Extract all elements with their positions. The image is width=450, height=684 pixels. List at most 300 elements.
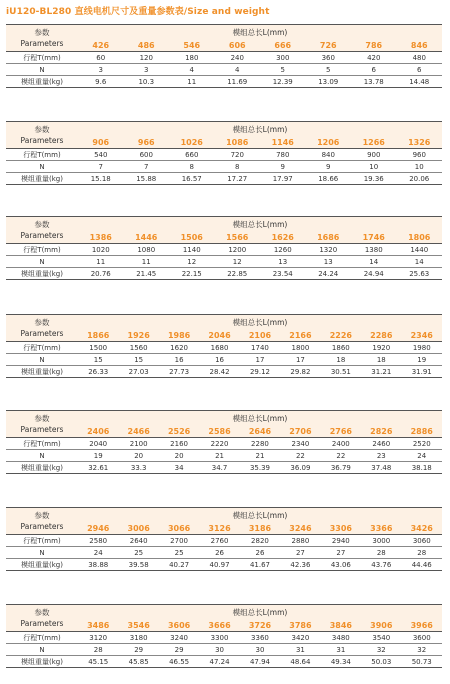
cell-value: 38.18 — [402, 462, 443, 474]
cell-value: 3600 — [402, 632, 443, 644]
cell-value: 900 — [351, 149, 397, 161]
spec-table-7 — [6, 604, 442, 668]
cell-value: 2880 — [280, 535, 320, 547]
cell-value: 27 — [321, 547, 361, 559]
cell-value: 6 — [351, 64, 397, 76]
page-title: iU120-BL280 直线电机尺寸及重量参数表/Size and weight — [6, 7, 270, 17]
cell-value: 40.27 — [159, 559, 199, 571]
row-label: N — [6, 450, 78, 462]
cell-value: 50.03 — [361, 656, 401, 668]
parameters-label-cn: 参数 — [34, 318, 50, 327]
cell-value: 27.03 — [118, 366, 158, 378]
length-value: 2526 — [159, 425, 199, 438]
length-value: 1566 — [215, 231, 261, 244]
cell-value: 22.15 — [169, 268, 215, 280]
spec-table-4 — [6, 314, 442, 378]
length-value: 3486 — [78, 619, 118, 632]
spec-table — [6, 604, 442, 668]
cell-value: 23.54 — [260, 268, 306, 280]
table-row — [6, 244, 442, 256]
cell-value: 34.7 — [199, 462, 239, 474]
row-label: 行程T(mm) — [6, 52, 78, 64]
length-value: 2646 — [240, 425, 280, 438]
table-row — [6, 366, 442, 378]
row-label: 模组重量(kg) — [6, 268, 78, 280]
cell-value: 39.58 — [118, 559, 158, 571]
table-row — [6, 52, 442, 64]
cell-value: 45.15 — [78, 656, 118, 668]
table-row — [6, 632, 442, 644]
length-value: 1806 — [397, 231, 443, 244]
cell-value: 1500 — [78, 342, 118, 354]
table-row — [6, 354, 442, 366]
cell-value: 43.76 — [361, 559, 401, 571]
cell-value: 9 — [260, 161, 306, 173]
parameters-header — [6, 217, 78, 244]
cell-value: 6 — [397, 64, 443, 76]
cell-value: 60 — [78, 52, 124, 64]
cell-value: 3360 — [240, 632, 280, 644]
table-row — [6, 547, 442, 559]
cell-value: 8 — [169, 161, 215, 173]
cell-value: 540 — [78, 149, 124, 161]
cell-value: 17.27 — [215, 173, 261, 185]
spec-table-5 — [6, 410, 442, 474]
row-label: N — [6, 644, 78, 656]
length-value: 726 — [306, 39, 352, 52]
length-value: 3306 — [321, 522, 361, 535]
length-value: 666 — [260, 39, 306, 52]
cell-value: 36.09 — [280, 462, 320, 474]
cell-value: 1320 — [306, 244, 352, 256]
cell-value: 35.39 — [240, 462, 280, 474]
cell-value: 25 — [118, 547, 158, 559]
cell-value: 3 — [124, 64, 170, 76]
row-label: N — [6, 64, 78, 76]
cell-value: 3120 — [78, 632, 118, 644]
length-value: 426 — [78, 39, 124, 52]
cell-value: 36.79 — [321, 462, 361, 474]
cell-value: 3000 — [361, 535, 401, 547]
spec-table — [6, 507, 442, 571]
row-label: 行程T(mm) — [6, 149, 78, 161]
cell-value: 14 — [397, 256, 443, 268]
cell-value: 26 — [240, 547, 280, 559]
length-value: 846 — [397, 39, 443, 52]
length-value: 1086 — [215, 136, 261, 149]
cell-value: 1260 — [260, 244, 306, 256]
cell-value: 20.76 — [78, 268, 124, 280]
cell-value: 2760 — [199, 535, 239, 547]
length-value: 2286 — [361, 329, 401, 342]
table-row — [6, 438, 442, 450]
cell-value: 5 — [306, 64, 352, 76]
cell-value: 29.82 — [280, 366, 320, 378]
cell-value: 16.57 — [169, 173, 215, 185]
cell-value: 22 — [321, 450, 361, 462]
row-label: 行程T(mm) — [6, 342, 78, 354]
length-value: 3966 — [402, 619, 443, 632]
cell-value: 31.91 — [402, 366, 443, 378]
cell-value: 32 — [402, 644, 443, 656]
cell-value: 3420 — [280, 632, 320, 644]
cell-value: 7 — [78, 161, 124, 173]
table-row — [6, 161, 442, 173]
cell-value: 4 — [169, 64, 215, 76]
cell-value: 18 — [361, 354, 401, 366]
cell-value: 17.97 — [260, 173, 306, 185]
length-value: 2466 — [118, 425, 158, 438]
cell-value: 1920 — [361, 342, 401, 354]
cell-value: 300 — [260, 52, 306, 64]
row-label: N — [6, 354, 78, 366]
cell-value: 22.85 — [215, 268, 261, 280]
parameters-label-en: Parameters — [20, 39, 64, 48]
cell-value: 15 — [118, 354, 158, 366]
cell-value: 43.06 — [321, 559, 361, 571]
total-length-header: 模组总长L(mm) — [78, 508, 442, 523]
cell-value: 38.88 — [78, 559, 118, 571]
cell-value: 15.88 — [124, 173, 170, 185]
cell-value: 960 — [397, 149, 443, 161]
cell-value: 49.34 — [321, 656, 361, 668]
cell-value: 19.36 — [351, 173, 397, 185]
cell-value: 2400 — [321, 438, 361, 450]
parameters-header — [6, 122, 78, 149]
cell-value: 840 — [306, 149, 352, 161]
cell-value: 28 — [402, 547, 443, 559]
total-length-header: 模组总长L(mm) — [78, 605, 442, 620]
length-value: 1626 — [260, 231, 306, 244]
row-label: 行程T(mm) — [6, 632, 78, 644]
cell-value: 1380 — [351, 244, 397, 256]
cell-value: 780 — [260, 149, 306, 161]
row-label: N — [6, 161, 78, 173]
cell-value: 12 — [169, 256, 215, 268]
parameters-header — [6, 25, 78, 52]
spec-table — [6, 121, 442, 185]
cell-value: 45.85 — [118, 656, 158, 668]
total-length-header: 模组总长L(mm) — [78, 217, 442, 232]
cell-value: 18.66 — [306, 173, 352, 185]
length-value: 1986 — [159, 329, 199, 342]
parameters-header — [6, 508, 78, 535]
cell-value: 360 — [306, 52, 352, 64]
length-value: 1926 — [118, 329, 158, 342]
cell-value: 1140 — [169, 244, 215, 256]
cell-value: 3180 — [118, 632, 158, 644]
length-value: 2706 — [280, 425, 320, 438]
cell-value: 48.64 — [280, 656, 320, 668]
table-row — [6, 462, 442, 474]
cell-value: 19 — [78, 450, 118, 462]
length-value: 3126 — [199, 522, 239, 535]
cell-value: 3 — [78, 64, 124, 76]
cell-value: 3060 — [402, 535, 443, 547]
length-value: 3786 — [280, 619, 320, 632]
cell-value: 34 — [159, 462, 199, 474]
cell-value: 24 — [78, 547, 118, 559]
cell-value: 15.18 — [78, 173, 124, 185]
cell-value: 3240 — [159, 632, 199, 644]
row-label: 行程T(mm) — [6, 438, 78, 450]
length-value: 3546 — [118, 619, 158, 632]
length-value: 3906 — [361, 619, 401, 632]
parameters-label-cn: 参数 — [34, 414, 50, 423]
cell-value: 480 — [397, 52, 443, 64]
cell-value: 16 — [199, 354, 239, 366]
cell-value: 2100 — [118, 438, 158, 450]
cell-value: 12.39 — [260, 76, 306, 88]
cell-value: 26 — [199, 547, 239, 559]
cell-value: 7 — [124, 161, 170, 173]
cell-value: 12 — [215, 256, 261, 268]
parameters-label-cn: 参数 — [34, 608, 50, 617]
cell-value: 3300 — [199, 632, 239, 644]
length-value: 1146 — [260, 136, 306, 149]
length-value: 1026 — [169, 136, 215, 149]
length-value: 2166 — [280, 329, 320, 342]
cell-value: 13.78 — [351, 76, 397, 88]
cell-value: 11 — [124, 256, 170, 268]
cell-value: 13 — [260, 256, 306, 268]
cell-value: 28.42 — [199, 366, 239, 378]
length-value: 3726 — [240, 619, 280, 632]
length-value: 2586 — [199, 425, 239, 438]
length-value: 2106 — [240, 329, 280, 342]
table-row — [6, 450, 442, 462]
length-value: 1386 — [78, 231, 124, 244]
table-row — [6, 535, 442, 547]
cell-value: 30 — [199, 644, 239, 656]
cell-value: 660 — [169, 149, 215, 161]
table-row — [6, 149, 442, 161]
cell-value: 2160 — [159, 438, 199, 450]
cell-value: 25.63 — [397, 268, 443, 280]
length-value: 3606 — [159, 619, 199, 632]
length-value: 3846 — [321, 619, 361, 632]
cell-value: 1680 — [199, 342, 239, 354]
total-length-header: 模组总长L(mm) — [78, 411, 442, 426]
cell-value: 33.3 — [118, 462, 158, 474]
cell-value: 420 — [351, 52, 397, 64]
total-length-header: 模组总长L(mm) — [78, 25, 442, 40]
row-label: 模组重量(kg) — [6, 462, 78, 474]
length-value: 1326 — [397, 136, 443, 149]
cell-value: 11 — [78, 256, 124, 268]
cell-value: 17 — [280, 354, 320, 366]
cell-value: 40.97 — [199, 559, 239, 571]
cell-value: 32.61 — [78, 462, 118, 474]
length-value: 2406 — [78, 425, 118, 438]
cell-value: 240 — [215, 52, 261, 64]
spec-table-6 — [6, 507, 442, 571]
cell-value: 47.24 — [199, 656, 239, 668]
cell-value: 24.24 — [306, 268, 352, 280]
cell-value: 120 — [124, 52, 170, 64]
cell-value: 42.36 — [280, 559, 320, 571]
cell-value: 37.48 — [361, 462, 401, 474]
cell-value: 46.55 — [159, 656, 199, 668]
table-row — [6, 342, 442, 354]
length-value: 2826 — [361, 425, 401, 438]
cell-value: 13.09 — [306, 76, 352, 88]
length-value: 486 — [124, 39, 170, 52]
cell-value: 26.33 — [78, 366, 118, 378]
table-row — [6, 656, 442, 668]
cell-value: 1620 — [159, 342, 199, 354]
cell-value: 20 — [159, 450, 199, 462]
cell-value: 21.45 — [124, 268, 170, 280]
cell-value: 41.67 — [240, 559, 280, 571]
cell-value: 24.94 — [351, 268, 397, 280]
cell-value: 21 — [240, 450, 280, 462]
cell-value: 2280 — [240, 438, 280, 450]
cell-value: 10.3 — [124, 76, 170, 88]
cell-value: 4 — [215, 64, 261, 76]
parameters-label-en: Parameters — [20, 231, 64, 240]
cell-value: 21 — [199, 450, 239, 462]
cell-value: 2580 — [78, 535, 118, 547]
cell-value: 1860 — [321, 342, 361, 354]
length-value: 906 — [78, 136, 124, 149]
cell-value: 180 — [169, 52, 215, 64]
parameters-label-cn: 参数 — [34, 28, 50, 37]
length-value: 2766 — [321, 425, 361, 438]
cell-value: 50.73 — [402, 656, 443, 668]
cell-value: 2460 — [361, 438, 401, 450]
cell-value: 11 — [169, 76, 215, 88]
cell-value: 2220 — [199, 438, 239, 450]
spec-table — [6, 216, 442, 280]
parameters-header — [6, 315, 78, 342]
cell-value: 2040 — [78, 438, 118, 450]
cell-value: 1020 — [78, 244, 124, 256]
spec-table-1 — [6, 24, 442, 88]
cell-value: 30 — [240, 644, 280, 656]
length-value: 3246 — [280, 522, 320, 535]
cell-value: 8 — [215, 161, 261, 173]
length-value: 2346 — [402, 329, 443, 342]
row-label: N — [6, 256, 78, 268]
length-value: 2886 — [402, 425, 443, 438]
length-value: 3006 — [118, 522, 158, 535]
cell-value: 1740 — [240, 342, 280, 354]
length-value: 786 — [351, 39, 397, 52]
length-value: 1206 — [306, 136, 352, 149]
length-value: 1686 — [306, 231, 352, 244]
row-label: 行程T(mm) — [6, 535, 78, 547]
cell-value: 20.06 — [397, 173, 443, 185]
cell-value: 10 — [351, 161, 397, 173]
cell-value: 19 — [402, 354, 443, 366]
spec-table — [6, 410, 442, 474]
length-value: 3666 — [199, 619, 239, 632]
cell-value: 18 — [321, 354, 361, 366]
cell-value: 1200 — [215, 244, 261, 256]
length-value: 2046 — [199, 329, 239, 342]
spec-table — [6, 24, 442, 88]
table-row — [6, 76, 442, 88]
cell-value: 2940 — [321, 535, 361, 547]
cell-value: 30.51 — [321, 366, 361, 378]
cell-value: 600 — [124, 149, 170, 161]
row-label: 模组重量(kg) — [6, 656, 78, 668]
table-row — [6, 644, 442, 656]
table-row — [6, 559, 442, 571]
row-label: 模组重量(kg) — [6, 559, 78, 571]
cell-value: 47.94 — [240, 656, 280, 668]
cell-value: 20 — [118, 450, 158, 462]
cell-value: 3480 — [321, 632, 361, 644]
row-label: 模组重量(kg) — [6, 366, 78, 378]
parameters-label-en: Parameters — [20, 425, 64, 434]
cell-value: 11.69 — [215, 76, 261, 88]
length-value: 546 — [169, 39, 215, 52]
length-value: 2226 — [321, 329, 361, 342]
cell-value: 31 — [321, 644, 361, 656]
cell-value: 25 — [159, 547, 199, 559]
cell-value: 1440 — [397, 244, 443, 256]
cell-value: 2820 — [240, 535, 280, 547]
parameters-header — [6, 605, 78, 632]
length-value: 3426 — [402, 522, 443, 535]
length-value: 966 — [124, 136, 170, 149]
cell-value: 9 — [306, 161, 352, 173]
table-row — [6, 256, 442, 268]
length-value: 2946 — [78, 522, 118, 535]
cell-value: 44.46 — [402, 559, 443, 571]
row-label: 行程T(mm) — [6, 244, 78, 256]
length-value: 3186 — [240, 522, 280, 535]
cell-value: 1980 — [402, 342, 443, 354]
cell-value: 720 — [215, 149, 261, 161]
spec-table-2 — [6, 121, 442, 185]
length-value: 3366 — [361, 522, 401, 535]
length-value: 1746 — [351, 231, 397, 244]
cell-value: 27 — [280, 547, 320, 559]
cell-value: 22 — [280, 450, 320, 462]
cell-value: 15 — [78, 354, 118, 366]
spec-table-3 — [6, 216, 442, 280]
cell-value: 29.12 — [240, 366, 280, 378]
cell-value: 28 — [361, 547, 401, 559]
length-value: 3066 — [159, 522, 199, 535]
cell-value: 14.48 — [397, 76, 443, 88]
cell-value: 32 — [361, 644, 401, 656]
cell-value: 3540 — [361, 632, 401, 644]
length-value: 606 — [215, 39, 261, 52]
parameters-label-cn: 参数 — [34, 125, 50, 134]
cell-value: 29 — [118, 644, 158, 656]
cell-value: 5 — [260, 64, 306, 76]
cell-value: 31.21 — [361, 366, 401, 378]
cell-value: 2340 — [280, 438, 320, 450]
cell-value: 16 — [159, 354, 199, 366]
total-length-header: 模组总长L(mm) — [78, 122, 442, 137]
cell-value: 23 — [361, 450, 401, 462]
spec-table — [6, 314, 442, 378]
length-value: 1266 — [351, 136, 397, 149]
cell-value: 10 — [397, 161, 443, 173]
cell-value: 14 — [351, 256, 397, 268]
parameters-label-cn: 参数 — [34, 220, 50, 229]
cell-value: 24 — [402, 450, 443, 462]
cell-value: 1080 — [124, 244, 170, 256]
length-value: 1866 — [78, 329, 118, 342]
table-row — [6, 268, 442, 280]
table-row — [6, 173, 442, 185]
